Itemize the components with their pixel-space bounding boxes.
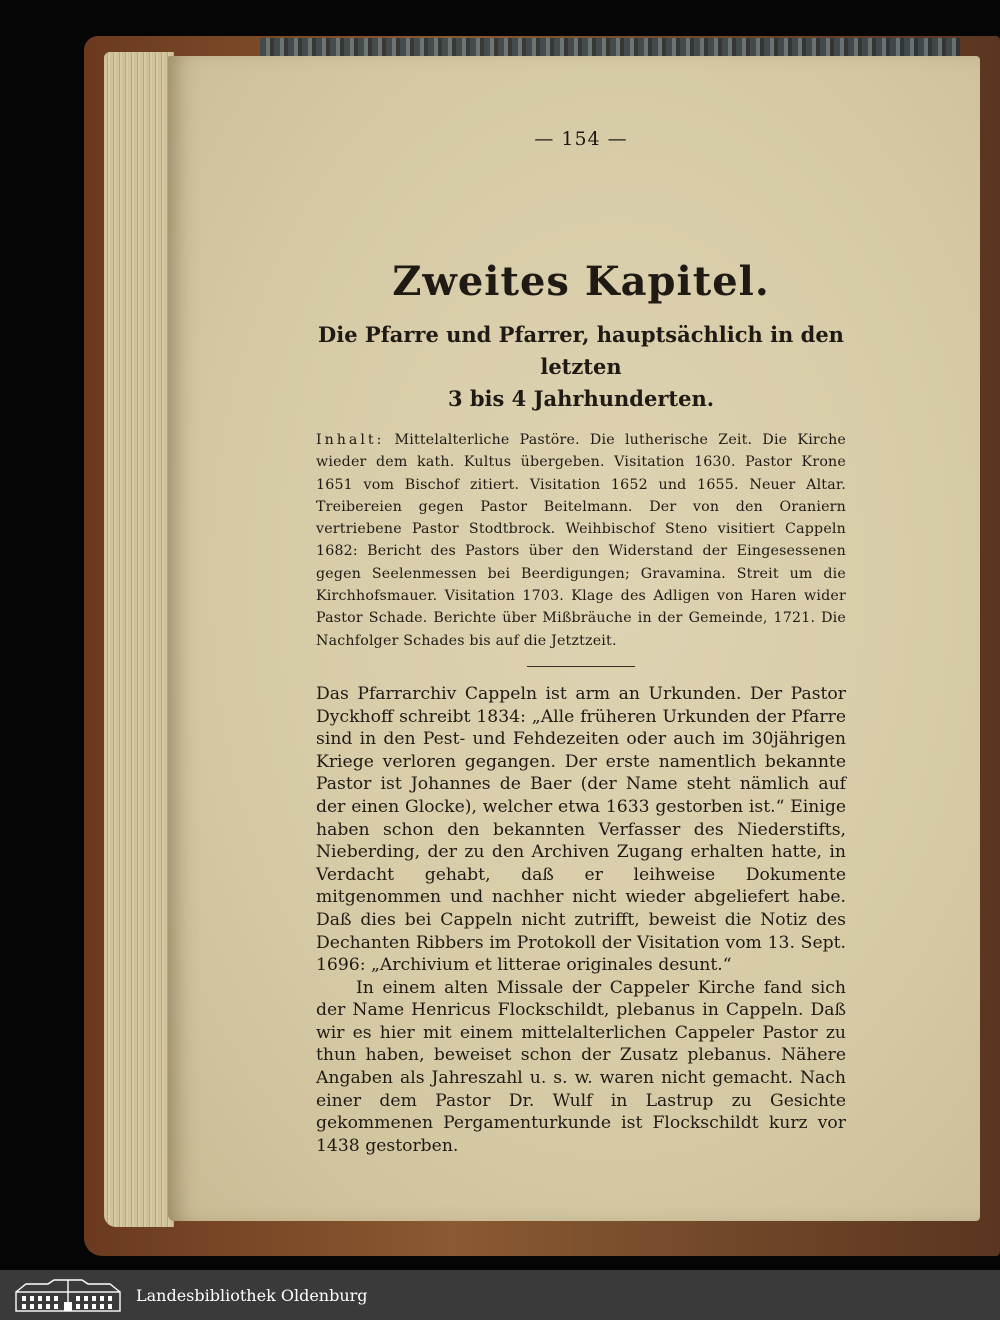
chapter-summary (316, 429, 846, 652)
footer-bar (0, 1270, 1000, 1320)
page-number: — 154 — (534, 128, 628, 150)
body-paragraph: In einem alten Missale der Cappeler Kirche fand sich der Name Henricus Flockschildt, plebanus in Cappeln. Daß wir es hier mit einem mittelalterlichen Cappeler Pastor zu thun haben, beweiset schon der Zusatz plebanus. Nähere Angaben als Jahreszahl u. s. w. waren nicht gemacht. Nach einer dem Pastor Dr. Wulf in Lastrup zu Gesichte gekommenen Pergamenturkunde ist Flockschildt kurz vor 1438 gestorben. (316, 977, 846, 1156)
body-paragraph: Das Pfarrarchiv Cappeln ist arm an Urkunden. Der Pastor Dyckhoff schreibt 1834: „Alle früheren Urkunden der Pfarre sind in den Pest- und Fehdezeiten oder auch im 30jährigen Kriege verloren gegangen. Der erste namentlich bekannte Pastor ist Johannes de Baer (der Name steht nämlich auf der einen Glocke), welcher etwa 1633 gestorben ist.“ Einige haben schon den bekannten Verfasser des Niederstifts, Nieberding, der zu den Archiven Zugang erhalten hatte, in Verdacht gehabt, daß er leihweise Dokumente mitgenommen und nachher nicht wieder abgeliefert habe. Daß dies bei Cappeln nicht zutrifft, beweist die Notiz des Dechanten Ribbers im Protokoll der Visitation vom 13. Sept. 1696: „Archivium et litterae originales desunt.“ (316, 683, 846, 976)
chapter-subtitle (316, 319, 846, 415)
summary-label: Inhalt: (316, 432, 385, 448)
chapter-subtitle-line: 3 bis 4 Jahrhunderten. (447, 386, 715, 411)
summary-text: Mittelalterliche Pastöre. Die lutherische Zeit. Die Kirche wieder dem kath. Kultus übergeben. Visitation 1630. Pastor Krone 1651 vom Bischof zitiert. Visitation 1652 und 1655. Neuer Altar. Treibereien gegen Pastor Beitelmann. Der von den Oraniern vertriebene Pastor Stodtbrock. Weihbischof Steno visitiert Cappeln 1682: Bericht des Pastors über den Widerstand der Eingesessenen gegen Seelenmessen bei Beerdigungen; Gravamina. Streit um die Kirchhofsmauer. Visitation 1703. Klage des Adligen von Haren wider Pastor Schade. Berichte über Mißbräuche in der Gemeinde, 1721. Die Nachfolger Schades bis auf die Jetztzeit. (316, 432, 846, 649)
section-divider (527, 666, 635, 667)
library-building-icon (14, 1278, 122, 1312)
chapter-title: Zweites Kapitel. (392, 258, 770, 305)
page-edges (104, 52, 174, 1227)
library-name: Landesbibliothek Oldenburg (136, 1285, 368, 1305)
page-content (316, 128, 846, 1157)
book-page (168, 56, 980, 1221)
book-spine-pattern (260, 38, 960, 56)
chapter-subtitle-line: Die Pfarre und Pfarrer, hauptsächlich in den letzten (318, 322, 844, 379)
